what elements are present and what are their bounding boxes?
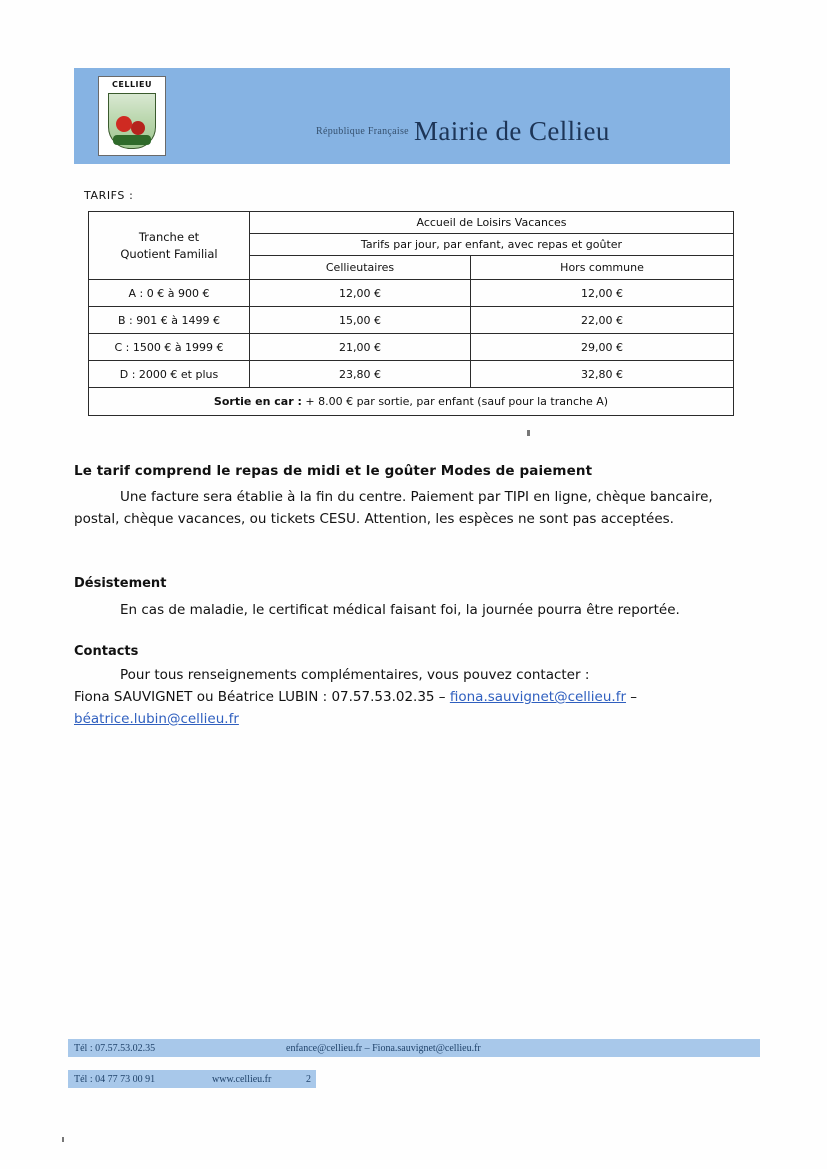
scan-artifact	[527, 430, 530, 436]
corner-header-line1: Tranche et	[138, 229, 200, 244]
footer-tel-1: Tél : 07.57.53.02.35	[74, 1043, 156, 1054]
contacts-names-phone: Fiona SAUVIGNET ou Béatrice LUBIN : 07.57.53.02.35 –	[74, 689, 450, 705]
scan-artifact	[62, 1137, 64, 1142]
heading-desistement: Désistement	[74, 576, 167, 591]
corner-header-line2: Quotient Familial	[120, 246, 218, 261]
heading-contacts: Contacts	[74, 644, 139, 659]
cell-tranche: B : 901 € à 1499 €	[89, 307, 250, 334]
lead-bold-line: Le tarif comprend le repas de midi et le goûter Modes de paiement	[74, 463, 593, 479]
cell-hors-commune: 22,00 €	[471, 307, 734, 334]
tarifs-table	[88, 211, 734, 416]
table-header-row-group	[89, 212, 734, 234]
header-banner	[74, 68, 730, 164]
paragraph-payment: Une facture sera établie à la fin du centre. Paiement par TIPI en ligne, chèque bancaire, postal, chèque vacances, ou tickets CESU. Attention, les espèces ne sont pas acceptées.	[74, 489, 713, 527]
footer-emails: enfance@cellieu.fr – Fiona.sauvignet@cellieu.fr	[286, 1043, 481, 1054]
cell-cellieutaires: 15,00 €	[250, 307, 471, 334]
column-header-hors-commune: Hors commune	[471, 256, 734, 280]
crest-label: CELLIEU	[112, 80, 152, 89]
sortie-text: + 8.00 € par sortie, par enfant (sauf pour la tranche A)	[305, 395, 609, 408]
contacts-details	[74, 687, 774, 731]
cell-cellieutaires: 23,80 €	[250, 361, 471, 388]
cell-tranche: C : 1500 € à 1999 €	[89, 334, 250, 361]
page-title: Mairie de Cellieu	[414, 116, 610, 146]
table-row	[89, 361, 734, 388]
footer-website: www.cellieu.fr	[212, 1074, 272, 1085]
table-sub-header: Tarifs par jour, par enfant, avec repas et goûter	[250, 234, 734, 256]
email-link-fiona[interactable]: fiona.sauvignet@cellieu.fr	[449, 689, 627, 705]
paragraph-desistement: En cas de maladie, le certificat médical faisant foi, la journée pourra être reportée.	[120, 602, 680, 618]
cell-tranche: D : 2000 € et plus	[89, 361, 250, 388]
table-row	[89, 280, 734, 307]
table-group-header: Accueil de Loisirs Vacances	[250, 212, 734, 234]
contacts-separator: –	[626, 689, 638, 705]
cell-hors-commune: 12,00 €	[471, 280, 734, 307]
cell-cellieutaires: 12,00 €	[250, 280, 471, 307]
cell-cellieutaires: 21,00 €	[250, 334, 471, 361]
republic-line: République Française	[316, 126, 409, 137]
footer-page-number: 2	[306, 1074, 311, 1085]
table-row	[89, 307, 734, 334]
footer-tel-2: Tél : 04 77 73 00 91	[74, 1074, 156, 1085]
coat-of-arms-icon	[98, 76, 166, 156]
paragraph-contacts: Pour tous renseignements complémentaires, vous pouvez contacter :	[120, 667, 590, 683]
cell-tranche: A : 0 € à 900 €	[89, 280, 250, 307]
email-link-beatrice[interactable]: béatrice.lubin@cellieu.fr	[74, 710, 239, 727]
table-corner-header	[89, 212, 250, 280]
table-footer-row	[89, 388, 734, 416]
cell-hors-commune: 32,80 €	[471, 361, 734, 388]
sortie-label: Sortie en car :	[213, 395, 302, 408]
table-row	[89, 334, 734, 361]
column-header-cellieutaires: Cellieutaires	[250, 256, 471, 280]
cell-hors-commune: 29,00 €	[471, 334, 734, 361]
section-label-tarifs: TARIFS :	[84, 189, 134, 202]
sortie-en-car-note	[89, 388, 734, 416]
crest-shield-icon	[108, 93, 156, 149]
